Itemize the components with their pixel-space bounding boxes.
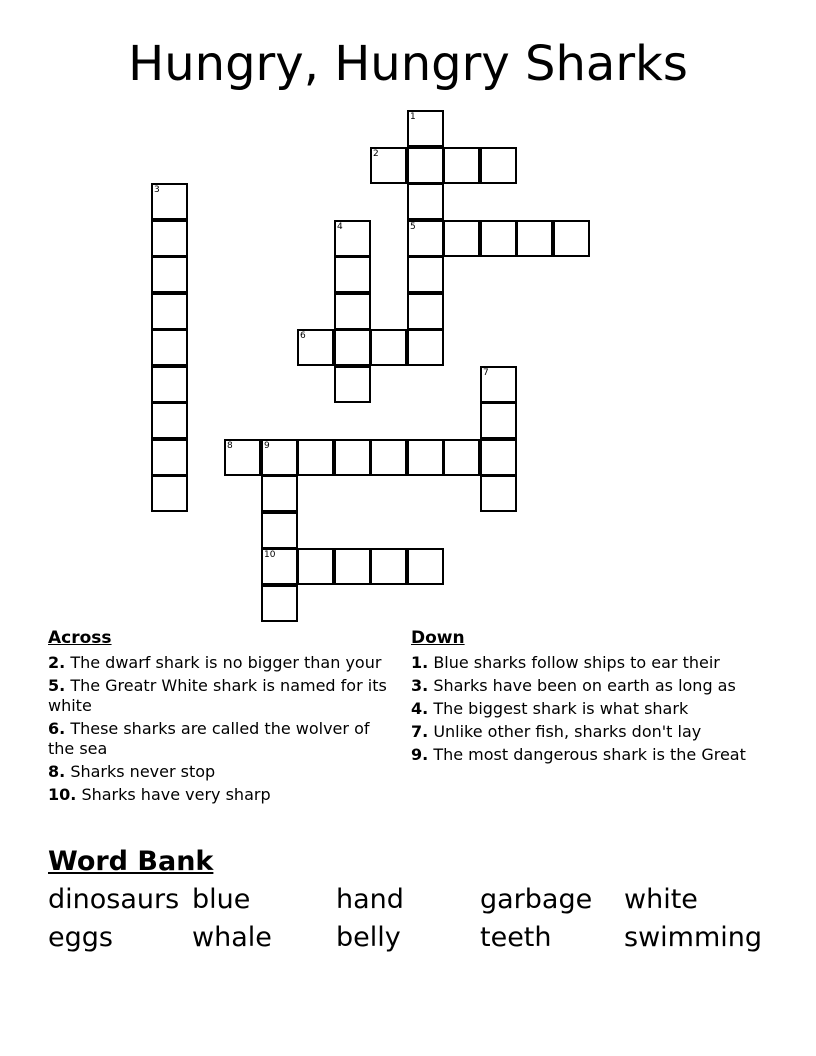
grid-cell[interactable] bbox=[407, 329, 444, 366]
grid-cell[interactable] bbox=[480, 147, 517, 184]
word-bank-item: belly bbox=[336, 922, 401, 953]
grid-cell[interactable] bbox=[151, 256, 188, 293]
word-bank-item: white bbox=[624, 884, 698, 915]
clue-down-9 bbox=[411, 745, 751, 765]
word-bank-item: teeth bbox=[480, 922, 552, 953]
clue-text: The most dangerous shark is the Great bbox=[433, 745, 746, 764]
grid-cell[interactable] bbox=[370, 439, 407, 476]
clue-text: Sharks never stop bbox=[70, 762, 216, 781]
clue-number: 3. bbox=[411, 676, 429, 695]
word-bank-item: dinosaurs bbox=[48, 884, 180, 915]
grid-cell[interactable] bbox=[151, 366, 188, 403]
grid-cell[interactable] bbox=[261, 475, 298, 512]
grid-cell[interactable] bbox=[443, 220, 480, 257]
grid-cell[interactable] bbox=[151, 183, 188, 220]
clue-text: The dwarf shark is no bigger than your bbox=[70, 653, 382, 672]
grid-cell[interactable] bbox=[297, 548, 334, 585]
grid-cell[interactable] bbox=[151, 402, 188, 439]
grid-cell[interactable] bbox=[407, 439, 444, 476]
word-bank-title: Word Bank bbox=[48, 846, 214, 877]
clue-number-label: 8 bbox=[227, 441, 233, 451]
clue-number: 6. bbox=[48, 719, 66, 738]
word-bank-item: garbage bbox=[480, 884, 593, 915]
clue-number-label: 3 bbox=[154, 185, 160, 195]
grid-cell[interactable] bbox=[443, 147, 480, 184]
clue-across-6 bbox=[48, 719, 388, 759]
grid-cell[interactable] bbox=[407, 256, 444, 293]
word-bank-item: hand bbox=[336, 884, 404, 915]
grid-cell[interactable] bbox=[334, 548, 371, 585]
clue-number: 1. bbox=[411, 653, 429, 672]
clue-down-4 bbox=[411, 699, 751, 719]
grid-cell[interactable] bbox=[407, 147, 444, 184]
clue-number: 10. bbox=[48, 785, 77, 804]
clue-across-8 bbox=[48, 762, 388, 782]
clue-number: 9. bbox=[411, 745, 429, 764]
grid-cell[interactable] bbox=[261, 439, 298, 476]
word-bank-item: swimming bbox=[624, 922, 763, 953]
clue-number: 8. bbox=[48, 762, 66, 781]
word-bank-item: whale bbox=[192, 922, 272, 953]
clue-number-label: 9 bbox=[264, 441, 270, 451]
grid-cell[interactable] bbox=[516, 220, 553, 257]
grid-cell[interactable] bbox=[407, 293, 444, 330]
grid-cell[interactable] bbox=[370, 548, 407, 585]
clue-across-10 bbox=[48, 785, 388, 805]
clue-down-1 bbox=[411, 653, 751, 673]
grid-cell[interactable] bbox=[370, 147, 407, 184]
clue-across-5 bbox=[48, 676, 388, 716]
clue-text: Sharks have very sharp bbox=[81, 785, 271, 804]
grid-cell[interactable] bbox=[151, 293, 188, 330]
down-heading: Down bbox=[411, 628, 465, 648]
grid-cell[interactable] bbox=[261, 512, 298, 549]
word-bank bbox=[48, 881, 768, 957]
grid-cell[interactable] bbox=[480, 366, 517, 403]
word-bank-item: eggs bbox=[48, 922, 113, 953]
grid-cell[interactable] bbox=[480, 402, 517, 439]
clue-text: The biggest shark is what shark bbox=[433, 699, 689, 718]
across-heading: Across bbox=[48, 628, 112, 648]
clue-text: The Greatr White shark is named for its white bbox=[48, 676, 387, 715]
grid-cell[interactable] bbox=[297, 329, 334, 366]
grid-cell[interactable] bbox=[224, 439, 261, 476]
clue-number-label: 7 bbox=[483, 368, 489, 378]
down-clues bbox=[411, 628, 751, 768]
grid-cell[interactable] bbox=[297, 439, 334, 476]
grid-cell[interactable] bbox=[480, 439, 517, 476]
grid-cell[interactable] bbox=[334, 293, 371, 330]
grid-cell[interactable] bbox=[334, 366, 371, 403]
grid-cell[interactable] bbox=[151, 439, 188, 476]
across-clues bbox=[48, 628, 388, 808]
grid-cell[interactable] bbox=[334, 439, 371, 476]
grid-cell[interactable] bbox=[553, 220, 590, 257]
grid-cell[interactable] bbox=[407, 183, 444, 220]
clue-number: 7. bbox=[411, 722, 429, 741]
grid-cell[interactable] bbox=[370, 329, 407, 366]
clue-number: 2. bbox=[48, 653, 66, 672]
clue-number-label: 5 bbox=[410, 222, 416, 232]
word-bank-item: blue bbox=[192, 884, 251, 915]
clue-number-label: 10 bbox=[264, 550, 276, 560]
page-title: Hungry, Hungry Sharks bbox=[128, 36, 688, 92]
grid-cell[interactable] bbox=[151, 220, 188, 257]
grid-cell[interactable] bbox=[443, 439, 480, 476]
clue-number-label: 6 bbox=[300, 331, 306, 341]
grid-cell[interactable] bbox=[151, 329, 188, 366]
grid-cell[interactable] bbox=[261, 548, 298, 585]
clue-number: 4. bbox=[411, 699, 429, 718]
grid-cell[interactable] bbox=[480, 475, 517, 512]
grid-cell[interactable] bbox=[407, 110, 444, 147]
clue-text: These sharks are called the wolver of the sea bbox=[48, 719, 370, 758]
clue-down-7 bbox=[411, 722, 751, 742]
clue-number-label: 4 bbox=[337, 222, 343, 232]
clue-text: Unlike other fish, sharks don't lay bbox=[433, 722, 702, 741]
clue-number-label: 1 bbox=[410, 112, 416, 122]
clue-text: Sharks have been on earth as long as bbox=[433, 676, 736, 695]
grid-cell[interactable] bbox=[480, 220, 517, 257]
clue-across-2 bbox=[48, 653, 388, 673]
clue-text: Blue sharks follow ships to ear their bbox=[433, 653, 720, 672]
clue-number-label: 2 bbox=[373, 149, 379, 159]
grid-cell[interactable] bbox=[334, 220, 371, 257]
grid-cell[interactable] bbox=[407, 220, 444, 257]
grid-cell[interactable] bbox=[151, 475, 188, 512]
clue-down-3 bbox=[411, 676, 751, 696]
grid-cell[interactable] bbox=[407, 548, 444, 585]
grid-cell[interactable] bbox=[334, 329, 371, 366]
grid-cell[interactable] bbox=[261, 585, 298, 622]
grid-cell[interactable] bbox=[334, 256, 371, 293]
clue-number: 5. bbox=[48, 676, 66, 695]
